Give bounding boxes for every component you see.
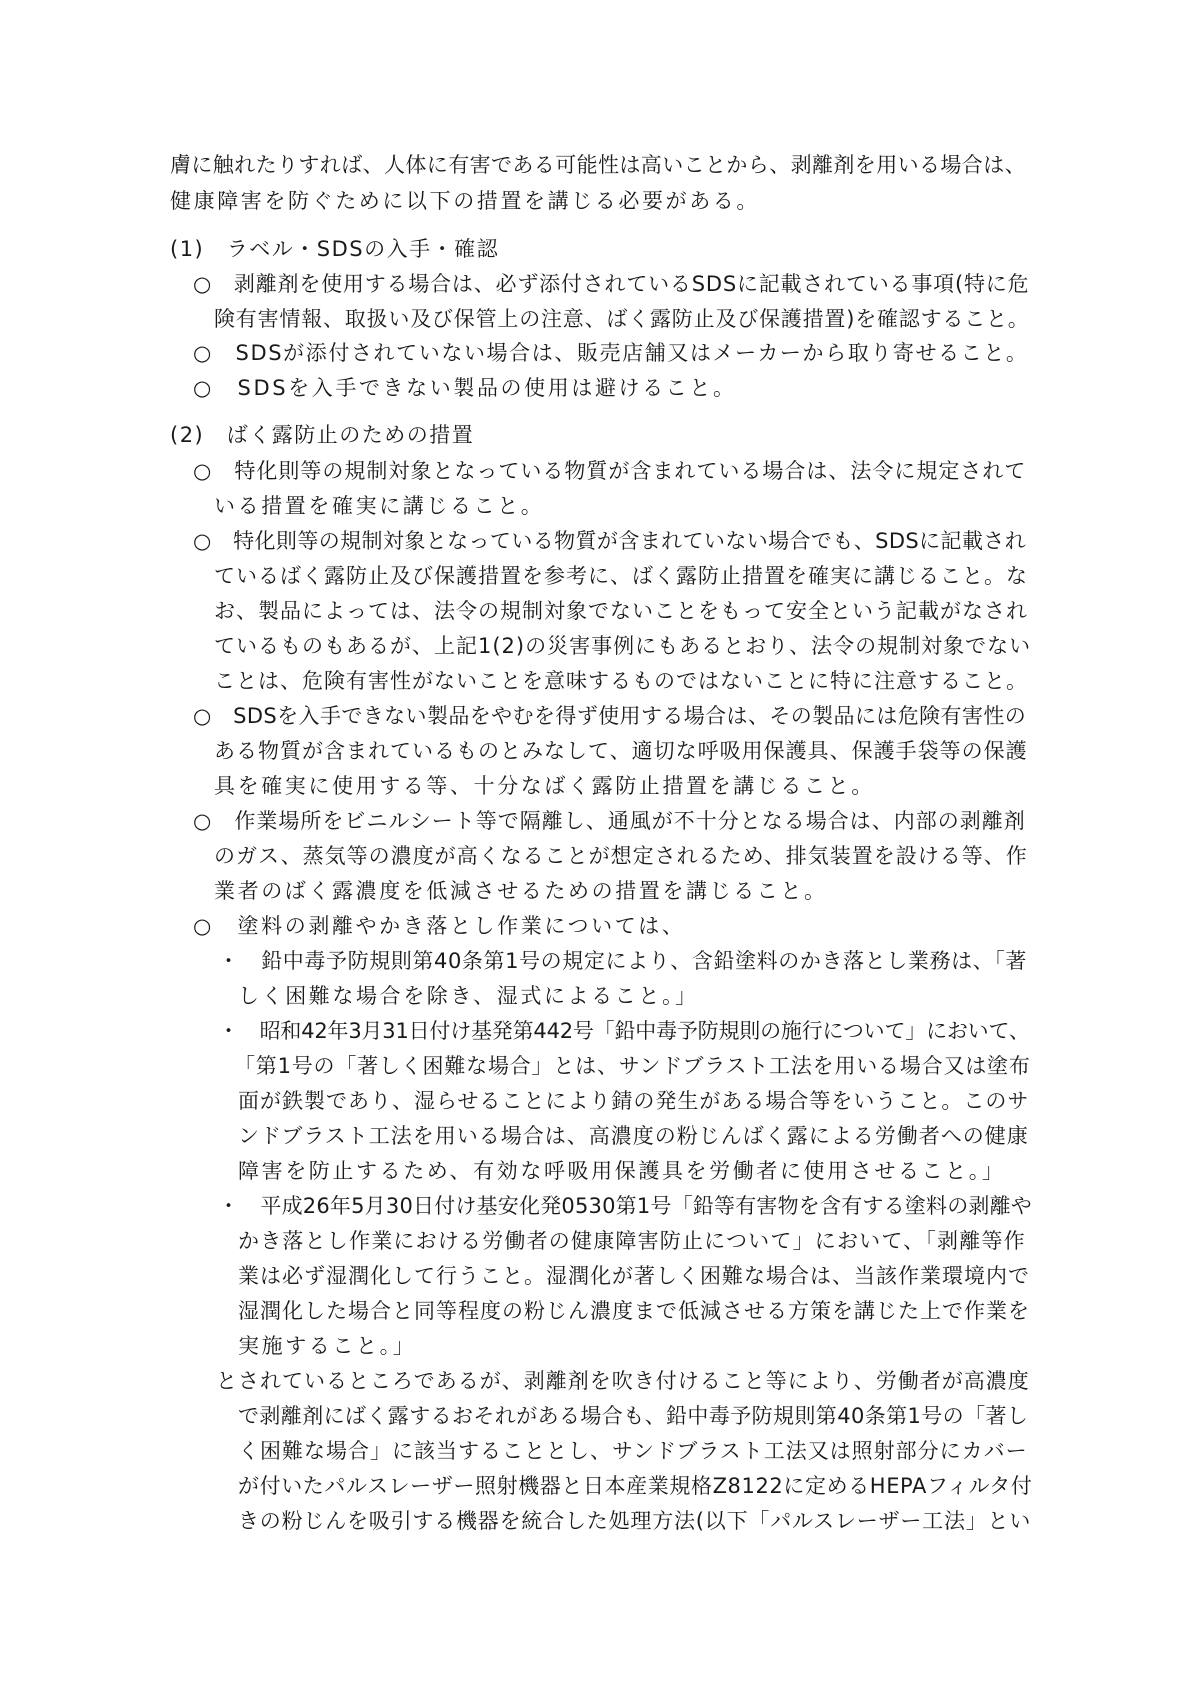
intro-line: 膚に触れたりすれば、人体に有害である可能性は高いことから、剥離剤を用いる場合は、 bbox=[170, 153, 1026, 177]
section-2-item: 業者のばく露濃度を低減させるための措置を講じること。 bbox=[214, 879, 828, 903]
bullet-item: 障害を防止するため、有効な呼吸用保護具を労働者に使用させること。」 bbox=[238, 1159, 1006, 1183]
section-2-item: ○ SDSを入手できない製品をやむを得ず使用する場合は、その製品には危険有害性の bbox=[193, 704, 1027, 728]
bullet-item: ンドブラスト工法を用いる場合は、高濃度の粉じんばく露による労働者への健康 bbox=[238, 1124, 1029, 1148]
intro-line: 健康障害を防ぐために以下の措置を講じる必要がある。 bbox=[170, 189, 760, 213]
section-2-item: ○ 特化則等の規制対象となっている物質が含まれている場合は、法令に規定されて bbox=[193, 459, 1027, 483]
section-2-item: ○ 塗料の剥離やかき落とし作業については、 bbox=[193, 914, 686, 938]
section-2-item: ことは、危険有害性がないことを意味するものではないことに特に注意すること。 bbox=[214, 669, 1028, 693]
section-1-item: 険有害情報、取扱い及び保管上の注意、ばく露防止及び保護措置)を確認すること。 bbox=[214, 307, 1030, 331]
section-1-heading: (1) ラベル・SDSの入手・確認 bbox=[170, 237, 500, 261]
section-1-item: ○ 剥離剤を使用する場合は、必ず添付されているSDSに記載されている事項(特に危 bbox=[193, 272, 1030, 296]
section-2-item: ある物質が含まれているものとみなして、適切な呼吸用保護具、保護手袋等の保護 bbox=[214, 739, 1028, 763]
bullet-item: 面が鉄製であり、湿らせることにより錆の発生がある場合等をいうこと。このサ bbox=[238, 1089, 1030, 1113]
bullet-item: 実施すること。」 bbox=[238, 1334, 417, 1358]
bullet-item: 湿潤化した場合と同等程度の粉じん濃度まで低減させる方策を講じた上で作業を bbox=[238, 1299, 1030, 1323]
section-1-item: ○ SDSを入手できない製品の使用は避けること。 bbox=[193, 376, 737, 400]
closing-line: きの粉じんを吸引する機器を統合した処理方法(以下「パルスレーザー工法」とい bbox=[238, 1509, 1032, 1533]
bullet-item: ・ 平成26年5月30日付け基安化発0530第1号「鉛等有害物を含有する塗料の剥離や bbox=[218, 1194, 1033, 1218]
closing-line: く困難な場合」に該当することとし、サンドブラスト工法又は照射部分にカバー bbox=[238, 1439, 1028, 1463]
section-2-item: ○ 作業場所をビニルシート等で隔離し、通風が不十分となる場合は、内部の剥離剤 bbox=[193, 809, 1026, 833]
bullet-item: しく困難な場合を除き、湿式によること。」 bbox=[238, 984, 699, 1008]
section-2-item: のガス、蒸気等の濃度が高くなることが想定されるため、排気装置を設ける等、作 bbox=[214, 844, 1028, 868]
section-2-heading: (2) ばく露防止のための措置 bbox=[170, 423, 475, 447]
section-2-item: ているばく露防止及び保護措置を参考に、ばく露防止措置を確実に講じること。な bbox=[214, 564, 1028, 588]
section-2-item: 具を確実に使用する等、十分なばく露防止措置を講じること。 bbox=[214, 774, 875, 798]
closing-line: が付いたパルスレーザー照射機器と日本産業規格Z8122に定めるHEPAフィルタ付 bbox=[238, 1474, 1033, 1498]
bullet-item: かき落とし作業における労働者の健康障害防止について」において、「剥離等作 bbox=[238, 1229, 1026, 1253]
closing-line: で剥離剤にばく露するおそれがある場合も、鉛中毒予防規則第40条第1号の「著し bbox=[238, 1404, 1029, 1428]
closing-line: とされているところであるが、剥離剤を吹き付けること等により、労働者が高濃度 bbox=[216, 1369, 1030, 1393]
bullet-item: 「第1号の「著しく困難な場合」とは、サンドブラスト工法を用いる場合又は塗布 bbox=[234, 1054, 1031, 1078]
section-2-item: いる措置を確実に講じること。 bbox=[214, 494, 545, 518]
bullet-item: ・ 昭和42年3月31日付け基発第442号「鉛中毒予防規則の施行について」において、 bbox=[218, 1019, 1030, 1043]
bullet-item: 業は必ず湿潤化して行うこと。湿潤化が著しく困難な場合は、当該作業環境内で bbox=[238, 1264, 1030, 1288]
section-2-item: ○ 特化則等の規制対象となっている物質が含まれていない場合でも、SDSに記載され bbox=[193, 529, 1027, 553]
bullet-item: ・ 鉛中毒予防規則第40条第1号の規定により、含鉛塗料のかき落とし業務は、「著 bbox=[218, 949, 1027, 973]
section-1-item: ○ SDSが添付されていない場合は、販売店舗又はメーカーから取り寄せること。 bbox=[193, 341, 1029, 365]
section-2-item: お、製品によっては、法令の規制対象でないことをもって安全という記載がなされ bbox=[214, 599, 1028, 623]
section-2-item: ているものもあるが、上記1(2)の災害事例にもあるとおり、法令の規制対象でない bbox=[214, 634, 1032, 658]
